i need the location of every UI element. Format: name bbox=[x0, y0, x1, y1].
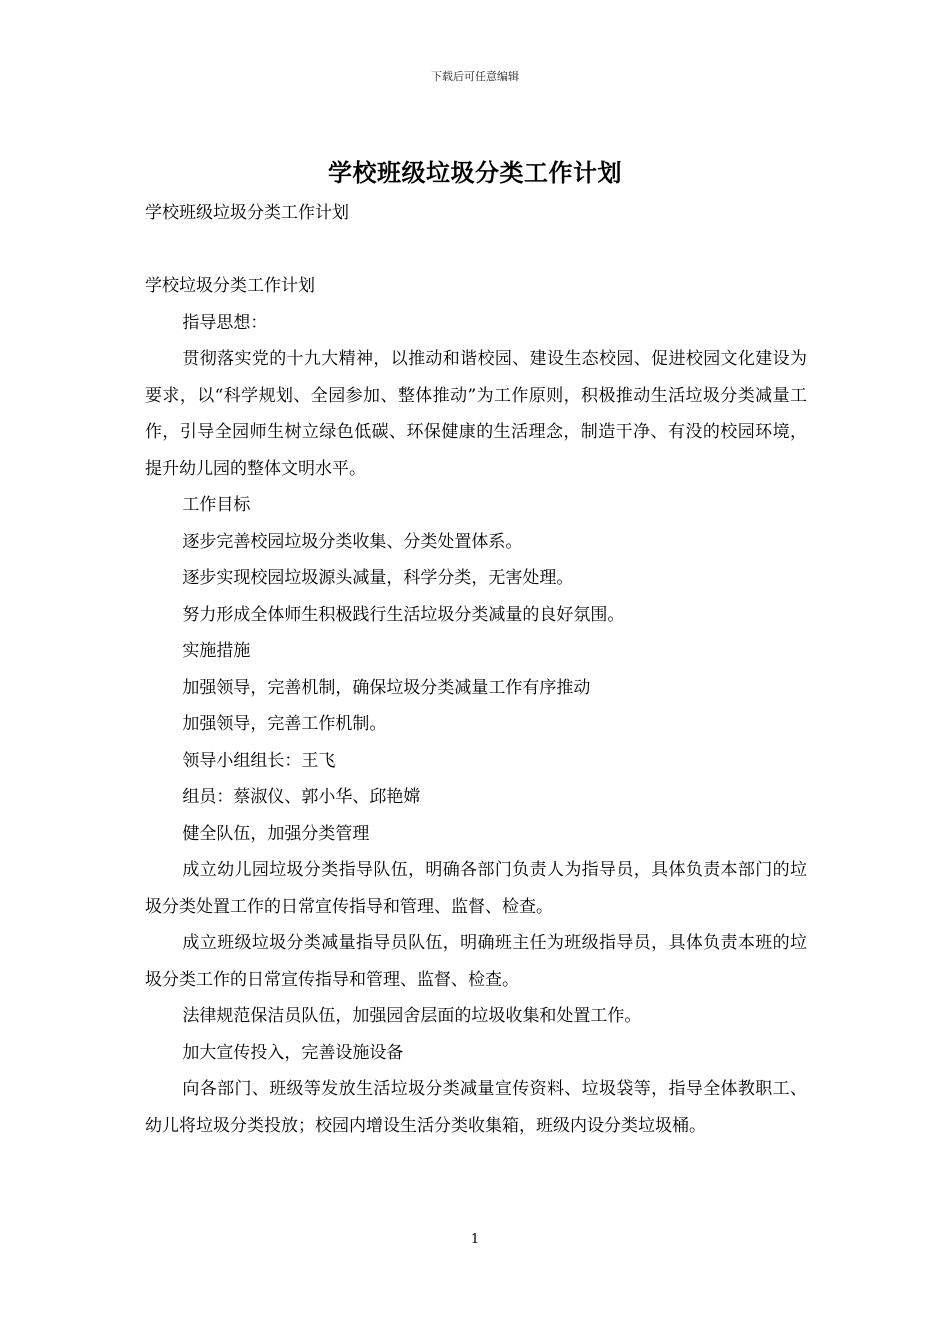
paragraph-class-team: 成立班级垃圾分类减量指导员队伍，明确班主任为班级指导员，具体负责本班的垃圾分类工作的日常宣传指导和管理、监督、检查。 bbox=[145, 933, 807, 990]
heading-work-goals: 工作目标 bbox=[182, 495, 251, 515]
page-number: 1 bbox=[470, 1232, 480, 1247]
heading-measures: 实施措施 bbox=[182, 641, 251, 661]
blank-line bbox=[145, 232, 807, 269]
heading-guiding-idea: 指导思想： bbox=[182, 312, 268, 333]
goal-item: 努力形成全体师生积极践行生活垃圾分类减量的良好氛围。 bbox=[182, 604, 625, 625]
measure-heading: 加强领导，完善机制，确保垃圾分类减量工作有序推动 bbox=[182, 677, 591, 698]
section-subtitle: 学校垃圾分类工作计划 bbox=[145, 276, 315, 296]
header-note: 下载后可任意编辑 bbox=[431, 70, 519, 83]
paragraph-publicity: 向各部门、班级等发放生活垃圾分类减量宣传资料、垃圾袋等，指导全体教职工、幼儿将垃圾分类投放；校园内增设生活分类收集箱，班级内设分类垃圾桶。 bbox=[145, 1079, 807, 1136]
paragraph-guidance-team: 成立幼儿园垃圾分类指导队伍，明确各部门负责人为指导员，具体负责本部门的垃圾分类处置工作的日常宣传指导和管理、监督、检查。 bbox=[145, 860, 807, 917]
document-title: 学校班级垃圾分类工作计划 bbox=[328, 158, 622, 187]
group-leader: 领导小组组长：王飞 bbox=[182, 750, 336, 771]
group-members: 组员：蔡淑仪、郭小华、邱艳嫦 bbox=[182, 787, 421, 807]
measure-item: 加强领导，完善工作机制。 bbox=[182, 714, 387, 734]
goal-item: 逐步完善校园垃圾分类收集、分类处置体系。 bbox=[182, 531, 523, 552]
repeat-title: 学校班级垃圾分类工作计划 bbox=[145, 203, 349, 223]
document-body bbox=[145, 195, 807, 1144]
measure-heading: 健全队伍，加强分类管理 bbox=[182, 823, 370, 844]
paragraph-guiding-idea: 贯彻落实党的十九大精神，以推动和谐校园、建设生态校园、促进校园文化建设为要求，以“科学规划、全园参加、整体推动”为工作原则，积极推动生活垃圾分类减量工作，引导全园师生树立绿色低碳、环保健康的生活理念，制造干净、有没的校园环境，提升幼儿园的整体文明水平。 bbox=[145, 349, 807, 479]
measure-heading: 加大宣传投入，完善设施设备 bbox=[182, 1042, 404, 1063]
paragraph-cleaning-team: 法律规范保洁员队伍，加强园舍层面的垃圾收集和处置工作。 bbox=[182, 1006, 642, 1026]
goal-item: 逐步实现校园垃圾源头减量，科学分类，无害处理。 bbox=[182, 568, 574, 588]
